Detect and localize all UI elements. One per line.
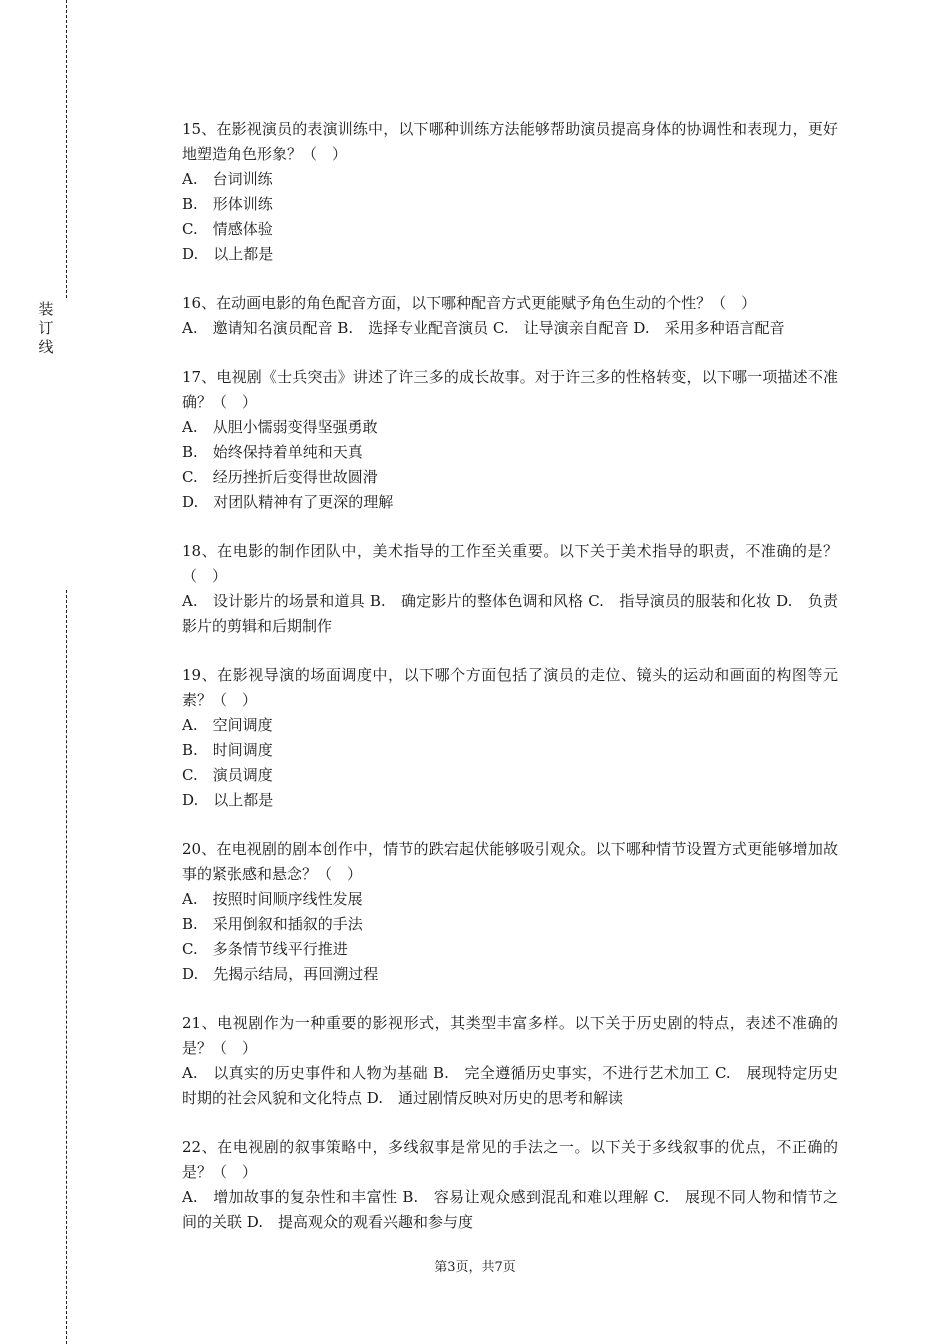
options-inline: A. 增加故事的复杂性和丰富性 B. 容易让观众感到混乱和难以理解 C. 展现不同人物和情节之间的关联 D. 提高观众的观看兴趣和参与度 [182, 1188, 838, 1231]
option: A. 从胆小懦弱变得坚强勇敢 [182, 418, 378, 436]
question-18 [182, 539, 838, 639]
option: D. 以上都是 [182, 791, 274, 809]
option: C. 情感体验 [182, 220, 273, 238]
option: D. 对团队精神有了更深的理解 [182, 493, 394, 511]
question-21 [182, 1011, 838, 1111]
question-16 [182, 291, 838, 341]
options-inline: A. 邀请知名演员配音 B. 选择专业配音演员 C. 让导演亲自配音 D. 采用多种语言配音 [182, 319, 785, 337]
question-stem: 18、在电影的制作团队中，美术指导的工作至关重要。以下关于美术指导的职责，不准确的是？（ ） [182, 542, 838, 585]
option: A. 按照时间顺序线性发展 [182, 890, 363, 908]
option: D. 先揭示结局，再回溯过程 [182, 965, 379, 983]
binding-char: 线 [38, 338, 54, 356]
option: A. 空间调度 [182, 716, 273, 734]
question-stem: 19、在影视导演的场面调度中，以下哪个方面包括了演员的走位、镜头的运动和画面的构图等元素？（ ） [182, 666, 838, 709]
binding-dashed-line-bottom [66, 590, 67, 1344]
question-stem: 22、在电视剧的叙事策略中，多线叙事是常见的手法之一。以下关于多线叙事的优点，不正确的是？（ ） [182, 1138, 838, 1181]
question-17 [182, 365, 838, 515]
binding-dashed-line-top [66, 0, 67, 298]
option: B. 时间调度 [182, 741, 273, 759]
options-inline: A. 以真实的历史事件和人物为基础 B. 完全遵循历史事实，不进行艺术加工 C. 展现特定历史时期的社会风貌和文化特点 D. 通过剧情反映对历史的思考和解读 [182, 1064, 838, 1107]
option: C. 经历挫折后变得世故圆滑 [182, 468, 378, 486]
question-stem: 16、在动画电影的角色配音方面，以下哪种配音方式更能赋予角色生动的个性？（ ） [182, 294, 757, 312]
option: B. 采用倒叙和插叙的手法 [182, 915, 363, 933]
question-stem: 21、电视剧作为一种重要的影视形式，其类型丰富多样。以下关于历史剧的特点，表述不准确的是？（ ） [182, 1014, 838, 1057]
binding-label [36, 300, 56, 357]
binding-char: 装 [38, 300, 54, 318]
option: C. 多条情节线平行推进 [182, 940, 348, 958]
question-15 [182, 117, 838, 267]
option: A. 台词训练 [182, 170, 273, 188]
option: D. 以上都是 [182, 245, 274, 263]
page-number: 第3页，共7页 [434, 1260, 516, 1275]
question-stem: 15、在影视演员的表演训练中，以下哪种训练方法能够帮助演员提高身体的协调性和表现力，更好地塑造角色形象？（ ） [182, 120, 838, 163]
option: B. 形体训练 [182, 195, 273, 213]
options-inline: A. 设计影片的场景和道具 B. 确定影片的整体色调和风格 C. 指导演员的服装和化妆 D. 负责影片的剪辑和后期制作 [182, 592, 838, 635]
question-stem: 17、电视剧《士兵突击》讲述了许三多的成长故事。对于许三多的性格转变，以下哪一项描述不准确？（ ） [182, 368, 838, 411]
option: C. 演员调度 [182, 766, 273, 784]
question-22 [182, 1135, 838, 1235]
question-list [182, 117, 838, 1259]
page-footer [0, 1256, 950, 1275]
option: B. 始终保持着单纯和天真 [182, 443, 363, 461]
question-19 [182, 663, 838, 813]
question-stem: 20、在电视剧的剧本创作中，情节的跌宕起伏能够吸引观众。以下哪种情节设置方式更能够增加故事的紧张感和悬念？（ ） [182, 840, 838, 883]
binding-char: 订 [38, 319, 54, 337]
question-20 [182, 837, 838, 987]
